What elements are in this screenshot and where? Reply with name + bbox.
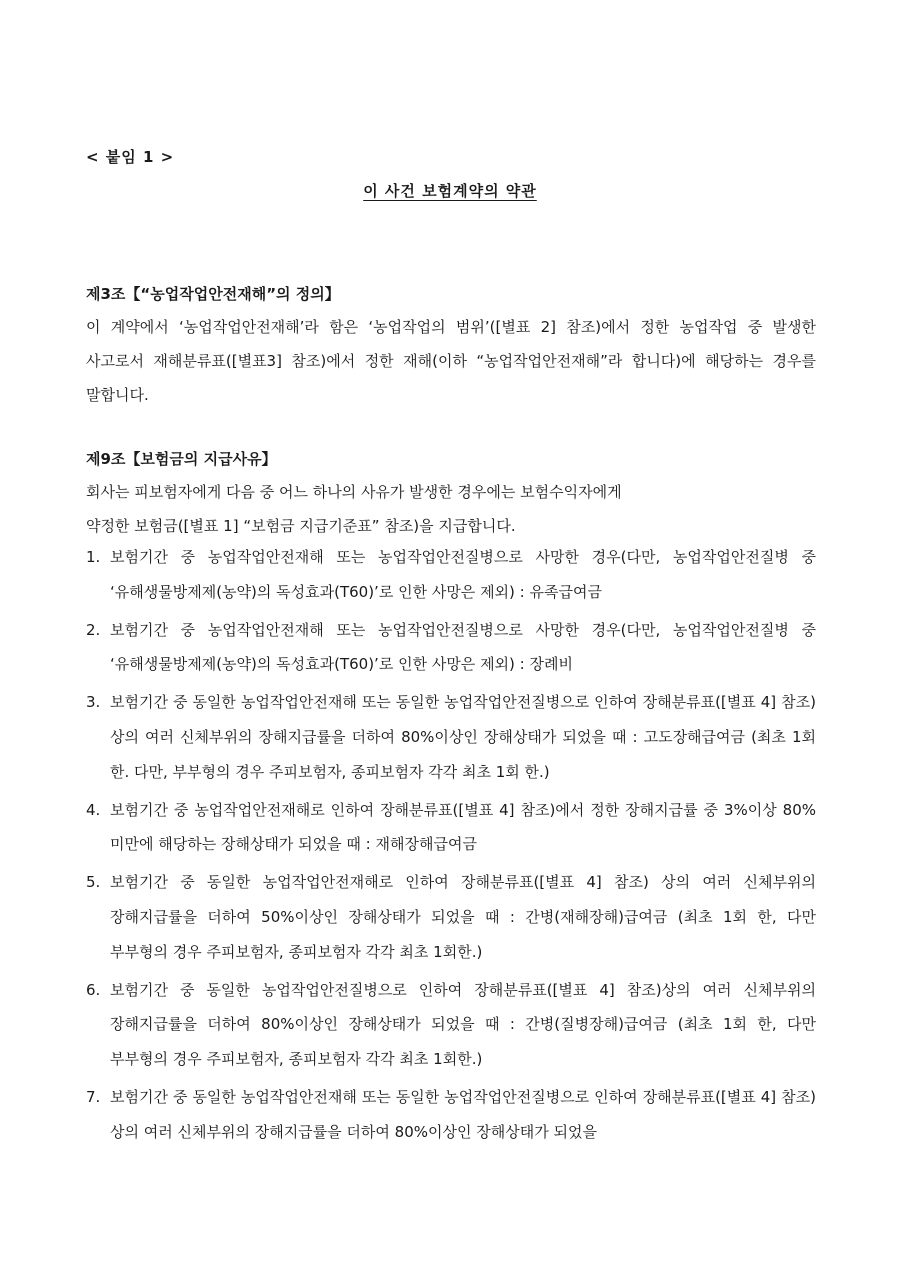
article-9-intro-line-2: 약정한 보험금([별표 1] “보험금 지급기준표” 참조)을 지급합니다. [86, 517, 516, 535]
article-3-heading: 제3조【“농업작업안전재해”의 정의】 [86, 285, 340, 303]
list-item-text: 보험기간 중 동일한 농업작업안전질병으로 인하여 장해분류표([별표 4] 참조)상의 여러 신체부위의 장해지급률을 더하여 80%이상인 장해상태가 되었을 때 : 간병(질병장해)급여금 (최초 1회 한, 다만 부부형의 경우 주피보험자, 종피보험자 각각 최초 1회한.) [110, 980, 816, 1069]
document-title [0, 180, 900, 201]
list-item-number: 5. [86, 873, 101, 892]
list-item-text: 보험기간 중 농업작업안전재해로 인하여 장해분류표([별표 4] 참조)에서 정한 장해지급률 중 3%이상 80% 미만에 해당하는 장해상태가 되었을 때 : 재해장해급여금 [110, 800, 816, 854]
list-item [86, 613, 816, 683]
list-item-text: 보험기간 중 동일한 농업작업안전재해 또는 동일한 농업작업안전질병으로 인하여 장해분류표([별표 4] 참조)상의 여러 신체부위의 장해지급률을 더하여 80%이상인 장해상태가 되었을 [110, 1087, 816, 1141]
list-item-number: 1. [86, 548, 101, 566]
list-item [86, 865, 816, 969]
list-item [86, 540, 816, 610]
list-item-text: 보험기간 중 동일한 농업작업안전재해로 인하여 장해분류표([별표 4] 참조) 상의 여러 신체부위의 장해지급률을 더하여 50%이상인 장해상태가 되었을 때 : 간병(재해장해)급여금 (최초 1회 한, 다만 부부형의 경우 주피보험자, 종피보험자 각각 최초 1회한.) [110, 873, 816, 961]
list-item-text: 보험기간 중 농업작업안전재해 또는 농업작업안전질병으로 사망한 경우(다만, 농업작업안전질병 중 ‘유해생물방제제(농약)의 독성효과(T60)’로 인한 사망은 제외) : 장례비 [110, 620, 816, 674]
article-9-intro [86, 475, 816, 543]
list-item [86, 793, 816, 863]
document-title-text: 이 사건 보험계약의 약관 [363, 182, 537, 200]
article-9-heading: 제9조【보험금의 지급사유】 [86, 450, 277, 468]
list-item-number: 6. [86, 980, 101, 999]
list-item-number: 7. [86, 1087, 101, 1106]
list-item-number: 4. [86, 800, 101, 819]
list-item-number: 2. [86, 620, 101, 639]
list-item [86, 973, 816, 1077]
article-9-intro-line-1: 회사는 피보험자에게 다음 중 어느 하나의 사유가 발생한 경우에는 보험수익자에게 [86, 483, 622, 501]
list-item-number: 3. [86, 693, 101, 712]
payout-reason-list [86, 540, 816, 1153]
list-item [86, 685, 816, 789]
list-item [86, 1080, 816, 1150]
attachment-label: < 붙임 1 > [86, 148, 175, 166]
list-item-text: 보험기간 중 동일한 농업작업안전재해 또는 동일한 농업작업안전질병으로 인하여 장해분류표([별표 4] 참조)상의 여러 신체부위의 장해지급률을 더하여 80%이상인 장해상태가 되었을 때 : 고도장해급여금 (최초 1회 한. 다만, 부부형의 경우 주피보험자, 종피보험자 각각 최초 1회 한.) [110, 693, 816, 781]
article-3-body: 이 계약에서 ‘농업작업안전재해’라 함은 ‘농업작업의 범위’([별표 2] 참조)에서 정한 농업작업 중 발생한 사고로서 재해분류표([별표3] 참조)에서 정한 재해(이하 “농업작업안전재해”라 합니다)에 해당하는 경우를 말합니다. [86, 318, 816, 404]
list-item-text: 보험기간 중 농업작업안전재해 또는 농업작업안전질병으로 사망한 경우(다만, 농업작업안전질병 중 ‘유해생물방제제(농약)의 독성효과(T60)’로 인한 사망은 제외) : 유족급여금 [110, 548, 816, 601]
